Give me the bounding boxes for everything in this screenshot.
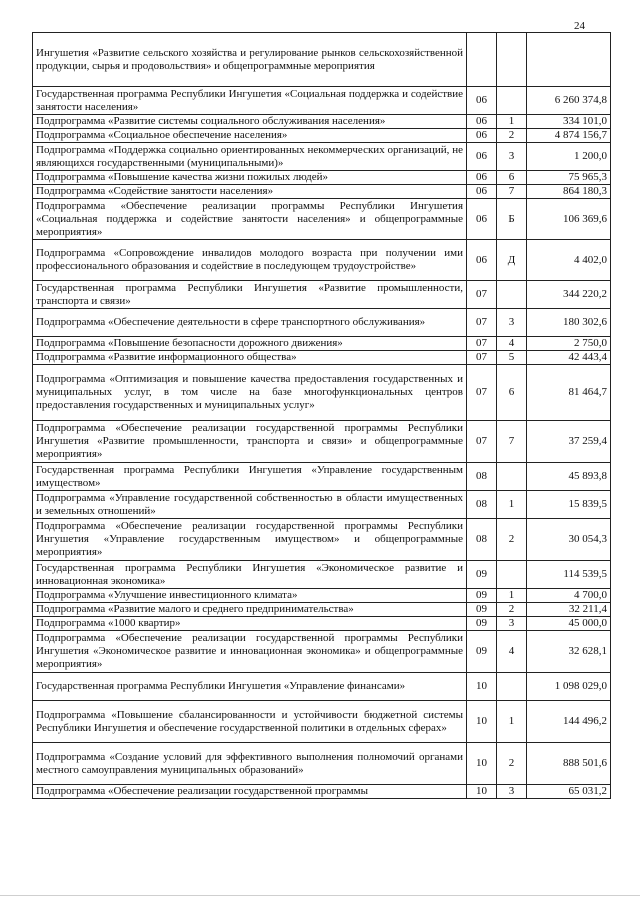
program-code: 06 [467, 129, 497, 143]
program-name: Подпрограмма «Обеспечение реализации государственной программы [33, 785, 467, 799]
amount: 144 496,2 [527, 701, 611, 743]
subprogram-code [497, 463, 527, 491]
program-name: Подпрограмма «Создание условий для эффективного выполнения полномочий органами местного самоуправления муниципальных образований» [33, 743, 467, 785]
amount: 2 750,0 [527, 337, 611, 351]
amount [527, 33, 611, 87]
table-row [33, 171, 611, 185]
table-row [33, 561, 611, 589]
table-row [33, 129, 611, 143]
program-name: Подпрограмма «Оптимизация и повышение качества предоставления государственных и муниципальных услуг, в том числе на базе многофункциональных центров предоставления государственных и муниципальных услуг» [33, 365, 467, 421]
program-name: Подпрограмма «Развитие системы социального обслуживания населения» [33, 115, 467, 129]
subprogram-code: 2 [497, 743, 527, 785]
program-code: 07 [467, 351, 497, 365]
program-name: Подпрограмма «Повышение безопасности дорожного движения» [33, 337, 467, 351]
program-name: Подпрограмма «Сопровождение инвалидов молодого возраста при получении ими профессионального образования и содействие в последующем трудоустройстве» [33, 240, 467, 281]
program-code: 10 [467, 743, 497, 785]
program-name: Подпрограмма «Развитие информационного общества» [33, 351, 467, 365]
program-code: 10 [467, 785, 497, 799]
table-row [33, 115, 611, 129]
program-name: Подпрограмма «Улучшение инвестиционного климата» [33, 589, 467, 603]
program-code: 06 [467, 87, 497, 115]
amount: 1 098 029,0 [527, 673, 611, 701]
program-name: Государственная программа Республики Ингушетия «Управление финансами» [33, 673, 467, 701]
page-bottom-rule [0, 895, 640, 896]
table-row [33, 673, 611, 701]
amount: 114 539,5 [527, 561, 611, 589]
subprogram-code: 4 [497, 631, 527, 673]
program-code: 07 [467, 309, 497, 337]
subprogram-code: 2 [497, 603, 527, 617]
program-name: Подпрограмма «Повышение сбалансированности и устойчивости бюджетной системы Республики Ингушетия и обеспечение государственной политики в отдельных сферах» [33, 701, 467, 743]
program-name: Подпрограмма «Управление государственной собственностью в области имущественных и земельных отношений» [33, 491, 467, 519]
amount: 45 000,0 [527, 617, 611, 631]
table-row [33, 701, 611, 743]
amount: 864 180,3 [527, 185, 611, 199]
subprogram-code: Б [497, 199, 527, 240]
subprogram-code: 6 [497, 365, 527, 421]
amount: 42 443,4 [527, 351, 611, 365]
program-code: 09 [467, 617, 497, 631]
program-name: Подпрограмма «Обеспечение реализации государственной программы Республики Ингушетия «Развитие промышленности, транспорта и связи» и общепрограммные мероприятия» [33, 421, 467, 463]
table-row [33, 351, 611, 365]
budget-table-body [33, 33, 611, 799]
program-name: Государственная программа Республики Ингушетия «Социальная поддержка и содействие занятости населения» [33, 87, 467, 115]
program-code: 08 [467, 519, 497, 561]
subprogram-code: 5 [497, 351, 527, 365]
amount: 4 874 156,7 [527, 129, 611, 143]
amount: 81 464,7 [527, 365, 611, 421]
budget-table [32, 32, 611, 799]
amount: 37 259,4 [527, 421, 611, 463]
program-code: 07 [467, 337, 497, 351]
program-code: 06 [467, 185, 497, 199]
amount: 32 628,1 [527, 631, 611, 673]
table-row [33, 365, 611, 421]
table-row [33, 785, 611, 799]
table-row [33, 491, 611, 519]
table-row [33, 185, 611, 199]
program-code: 06 [467, 143, 497, 171]
program-code: 07 [467, 281, 497, 309]
subprogram-code: 7 [497, 421, 527, 463]
program-name: Государственная программа Республики Ингушетия «Развитие промышленности, транспорта и связи» [33, 281, 467, 309]
amount: 334 101,0 [527, 115, 611, 129]
program-name: Подпрограмма «1000 квартир» [33, 617, 467, 631]
amount: 180 302,6 [527, 309, 611, 337]
program-name: Подпрограмма «Обеспечение деятельности в сфере транспортного обслуживания» [33, 309, 467, 337]
program-code: 08 [467, 491, 497, 519]
subprogram-code: 3 [497, 617, 527, 631]
table-row [33, 631, 611, 673]
program-code: 06 [467, 115, 497, 129]
subprogram-code: 3 [497, 309, 527, 337]
subprogram-code: 2 [497, 129, 527, 143]
program-code: 09 [467, 561, 497, 589]
subprogram-code: Д [497, 240, 527, 281]
table-row [33, 337, 611, 351]
amount: 4 700,0 [527, 589, 611, 603]
program-name: Государственная программа Республики Ингушетия «Экономическое развитие и инновационная экономика» [33, 561, 467, 589]
amount: 6 260 374,8 [527, 87, 611, 115]
subprogram-code: 2 [497, 519, 527, 561]
amount: 32 211,4 [527, 603, 611, 617]
subprogram-code [497, 87, 527, 115]
table-row [33, 33, 611, 87]
amount: 1 200,0 [527, 143, 611, 171]
table-row [33, 143, 611, 171]
subprogram-code: 1 [497, 589, 527, 603]
amount: 4 402,0 [527, 240, 611, 281]
program-code: 10 [467, 673, 497, 701]
amount: 65 031,2 [527, 785, 611, 799]
program-code: 06 [467, 171, 497, 185]
program-name: Подпрограмма «Поддержка социально ориентированных некоммерческих организаций, не являющихся государственными (муниципальными)» [33, 143, 467, 171]
program-code: 07 [467, 421, 497, 463]
subprogram-code: 1 [497, 701, 527, 743]
program-code: 09 [467, 631, 497, 673]
table-row [33, 309, 611, 337]
subprogram-code: 7 [497, 185, 527, 199]
table-row [33, 240, 611, 281]
table-row [33, 281, 611, 309]
program-code: 06 [467, 199, 497, 240]
table-row [33, 617, 611, 631]
program-code: 07 [467, 365, 497, 421]
table-row [33, 87, 611, 115]
program-code [467, 33, 497, 87]
amount: 75 965,3 [527, 171, 611, 185]
program-name: Подпрограмма «Содействие занятости населения» [33, 185, 467, 199]
subprogram-code [497, 33, 527, 87]
subprogram-code [497, 561, 527, 589]
amount: 106 369,6 [527, 199, 611, 240]
table-row [33, 519, 611, 561]
program-name: Подпрограмма «Обеспечение реализации государственной программы Республики Ингушетия «Экономическое развитие и инновационная экономика» и общепрограммные мероприятия» [33, 631, 467, 673]
program-code: 09 [467, 603, 497, 617]
table-row [33, 199, 611, 240]
program-code: 09 [467, 589, 497, 603]
program-name: Ингушетия «Развитие сельского хозяйства и регулирование рынков сельскохозяйственной продукции, сырья и продовольствия» и общепрограммные мероприятия [33, 33, 467, 87]
program-code: 08 [467, 463, 497, 491]
page-number: 24 [574, 20, 585, 32]
subprogram-code: 1 [497, 491, 527, 519]
program-name: Подпрограмма «Обеспечение реализации программы Республики Ингушетия «Социальная поддержка и содействие занятости населения» и общепрограммные мероприятия» [33, 199, 467, 240]
subprogram-code: 6 [497, 171, 527, 185]
program-code: 06 [467, 240, 497, 281]
subprogram-code: 3 [497, 143, 527, 171]
subprogram-code [497, 673, 527, 701]
subprogram-code: 1 [497, 115, 527, 129]
program-name: Подпрограмма «Развитие малого и среднего предпринимательства» [33, 603, 467, 617]
subprogram-code: 3 [497, 785, 527, 799]
amount: 30 054,3 [527, 519, 611, 561]
subprogram-code [497, 281, 527, 309]
amount: 888 501,6 [527, 743, 611, 785]
table-row [33, 463, 611, 491]
table-row [33, 743, 611, 785]
subprogram-code: 4 [497, 337, 527, 351]
amount: 15 839,5 [527, 491, 611, 519]
program-name: Подпрограмма «Повышение качества жизни пожилых людей» [33, 171, 467, 185]
program-name: Государственная программа Республики Ингушетия «Управление государственным имуществом» [33, 463, 467, 491]
table-row [33, 603, 611, 617]
table-row [33, 421, 611, 463]
table-row [33, 589, 611, 603]
program-name: Подпрограмма «Социальное обеспечение населения» [33, 129, 467, 143]
program-code: 10 [467, 701, 497, 743]
amount: 45 893,8 [527, 463, 611, 491]
program-name: Подпрограмма «Обеспечение реализации государственной программы Республики Ингушетия «Управление государственным имуществом» и общепрограммные мероприятия» [33, 519, 467, 561]
amount: 344 220,2 [527, 281, 611, 309]
